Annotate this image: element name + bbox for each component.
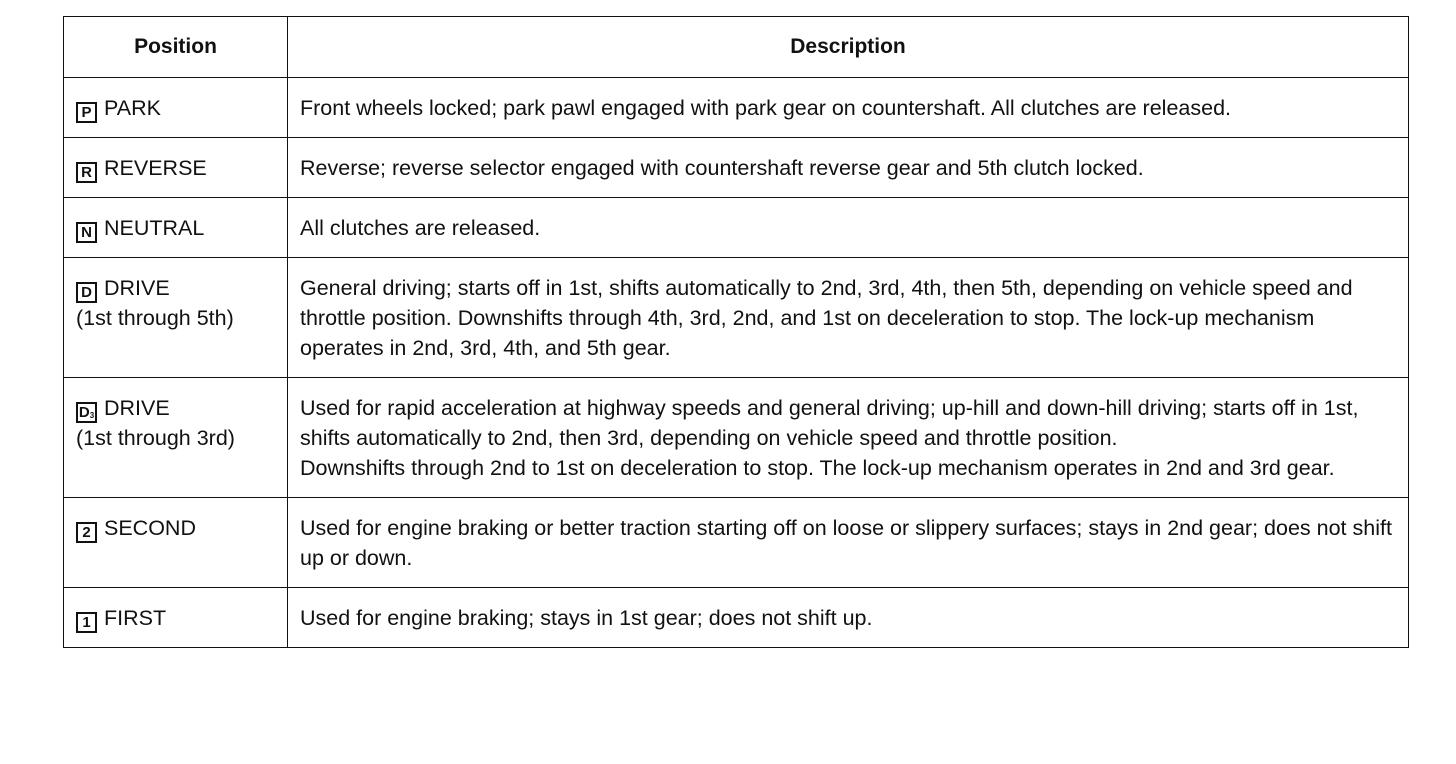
description-text: All clutches are released. bbox=[300, 216, 541, 240]
description-cell bbox=[288, 138, 1409, 198]
reverse-r-box-icon: R bbox=[76, 162, 97, 183]
position-name: DRIVE bbox=[104, 396, 170, 420]
first-1-box-icon: 1 bbox=[76, 612, 97, 633]
drive-d3-box-icon: $D_3$ bbox=[76, 402, 97, 423]
description-text: Front wheels locked; park pawl engaged with park gear on countershaft. All clutches are released. bbox=[300, 96, 1231, 120]
description-cell bbox=[288, 588, 1409, 648]
table-row bbox=[64, 138, 1409, 198]
neutral-n-box-icon: N bbox=[76, 222, 97, 243]
position-cell bbox=[64, 498, 288, 588]
position-cell bbox=[64, 198, 288, 258]
second-2-box-icon: 2 bbox=[76, 522, 97, 543]
description-cell bbox=[288, 378, 1409, 498]
description-cell bbox=[288, 258, 1409, 378]
position-name: PARK bbox=[104, 96, 161, 120]
description-column-header: Description bbox=[288, 17, 1409, 78]
table-row bbox=[64, 258, 1409, 378]
position-cell bbox=[64, 258, 288, 378]
table-body bbox=[64, 78, 1409, 648]
position-cell bbox=[64, 588, 288, 648]
description-text: General driving; starts off in 1st, shifts automatically to 2nd, 3rd, 4th, then 5th, depending on vehicle speed and throttle position. Downshifts through 4th, 3rd, 2nd, and 1st on deceleration to stop. The lock-up mechanism operates in 2nd, 3rd, 4th, and 5th gear. bbox=[300, 276, 1353, 360]
position-name: REVERSE bbox=[104, 156, 207, 180]
position-name: DRIVE bbox=[104, 276, 170, 300]
position-column-header: Position bbox=[64, 17, 288, 78]
table-row bbox=[64, 198, 1409, 258]
position-name: SECOND bbox=[104, 516, 196, 540]
description-cell bbox=[288, 78, 1409, 138]
table-row bbox=[64, 378, 1409, 498]
position-name: FIRST bbox=[104, 606, 167, 630]
shift-position-table bbox=[63, 16, 1409, 648]
gear-range: (1st through 3rd) bbox=[76, 426, 235, 450]
drive-d-box-icon: D bbox=[76, 282, 97, 303]
description-text: Reverse; reverse selector engaged with countershaft reverse gear and 5th clutch locked. bbox=[300, 156, 1144, 180]
description-text: Used for engine braking; stays in 1st gear; does not shift up. bbox=[300, 606, 873, 630]
description-text: Used for engine braking or better traction starting off on loose or slippery surfaces; stays in 2nd gear; does not shift up or down. bbox=[300, 516, 1392, 570]
description-cell bbox=[288, 498, 1409, 588]
table-row bbox=[64, 498, 1409, 588]
description-text: Used for rapid acceleration at highway speeds and general driving; up-hill and down-hill driving; starts off in 1st, shifts automatically to 2nd, then 3rd, depending on vehicle speed and throttle position. bbox=[300, 396, 1359, 450]
position-cell bbox=[64, 78, 288, 138]
table-header-row bbox=[64, 17, 1409, 78]
description-cell bbox=[288, 198, 1409, 258]
table-row bbox=[64, 78, 1409, 138]
description-text: Downshifts through 2nd to 1st on deceleration to stop. The lock-up mechanism operates in 2nd and 3rd gear. bbox=[300, 456, 1335, 480]
position-cell bbox=[64, 138, 288, 198]
gear-range: (1st through 5th) bbox=[76, 306, 234, 330]
position-name: NEUTRAL bbox=[104, 216, 205, 240]
position-cell bbox=[64, 378, 288, 498]
table-row bbox=[64, 588, 1409, 648]
park-p-box-icon: P bbox=[76, 102, 97, 123]
